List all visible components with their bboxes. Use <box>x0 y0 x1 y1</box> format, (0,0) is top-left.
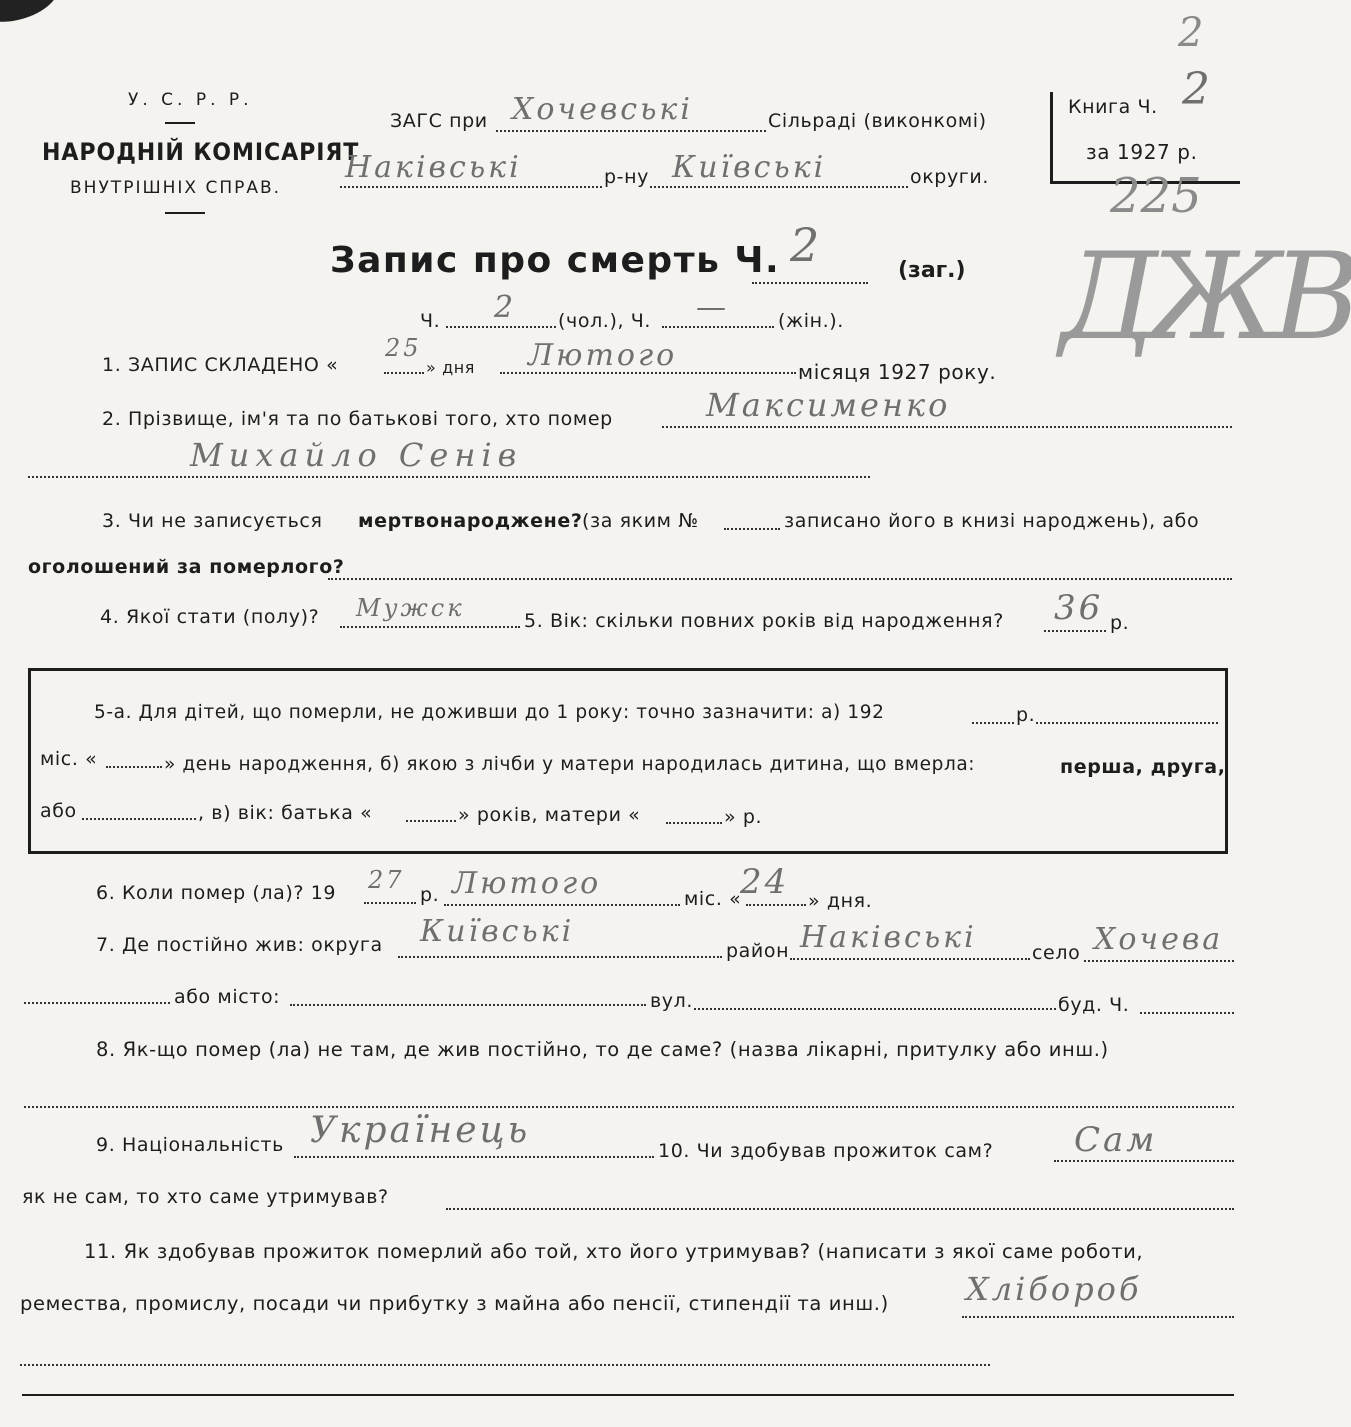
ministry-title: НАРОДНІЙ КОМІСАРІЯТ <box>42 138 360 166</box>
field-5a-month-line <box>106 766 162 768</box>
field-11-line-2 <box>20 1364 990 1366</box>
field-10-handwritten: Сам <box>1074 1120 1158 1160</box>
field-5a-line2-bold: перша, друга, <box>1060 756 1226 778</box>
field-6-year-handwritten: 27 <box>368 866 405 894</box>
title-number-line <box>752 282 868 284</box>
field-2-line-1 <box>662 426 1232 428</box>
field-1-day-line <box>384 372 424 374</box>
field-7-rayon-line <box>790 958 1030 960</box>
female-count-line <box>662 326 774 328</box>
field-6-r: р. <box>420 884 440 906</box>
field-7-rayon-handwritten: Наківські <box>800 920 977 955</box>
book-year: за 1927 р. <box>1086 140 1198 164</box>
field-6-mis: міс. « <box>684 888 742 910</box>
field-7-city-prefix-line <box>24 1002 170 1004</box>
okrug-label: округи. <box>910 166 989 188</box>
field-7-street-label: вул. <box>650 990 694 1012</box>
book-label: Книга Ч. <box>1068 96 1158 118</box>
female-count-handwritten: — <box>696 290 729 325</box>
field-2-surname-handwritten: Максименко <box>706 386 951 424</box>
field-7-okrug-line <box>398 956 722 958</box>
okrug-line <box>650 186 908 188</box>
field-11-line2: ремества, промислу, посади чи прибутку з майна або пенсії, стипендії та инш.) <box>20 1292 889 1315</box>
district-label: р-ну <box>604 166 649 188</box>
field-3-bold-a: мертвонароджене? <box>358 510 583 532</box>
field-7-house-line <box>1140 1012 1234 1014</box>
zags-village-handwritten: Хочевські <box>512 92 693 127</box>
field-5a-line3-d: » р. <box>724 806 763 828</box>
margin-mark-top: 2 <box>1178 10 1204 56</box>
field-7-city-line <box>290 1004 646 1006</box>
okrug-handwritten: Київські <box>672 150 827 185</box>
field-5a-line3-c: » років, матери « <box>458 804 641 826</box>
field-10-label: 10. Чи здобував прожиток сам? <box>658 1140 994 1162</box>
field-3-bold-b: оголошений за померлого? <box>28 556 345 578</box>
zags-village-line <box>496 130 766 132</box>
country-label: У. С. Р. Р. <box>128 90 253 110</box>
field-1-label: 1. ЗАПИС СКЛАДЕНО « <box>102 354 339 376</box>
field-1-day-handwritten: 25 <box>385 334 422 362</box>
field-5-line <box>1044 630 1106 632</box>
field-4-label: 4. Якої стати (полу)? <box>100 606 320 628</box>
field-5a-line1-end: р. <box>1016 704 1036 726</box>
field-1-end: місяця 1927 року. <box>798 360 997 384</box>
field-4-handwritten: Мужск <box>356 594 465 622</box>
title-number-handwritten: 2 <box>790 218 823 272</box>
divider <box>165 212 205 214</box>
field-7-rayon: район <box>726 940 790 962</box>
field-5-label: 5. Вік: скільки повних років від народження? <box>524 610 1004 632</box>
title-ch-label: Ч. <box>420 310 441 332</box>
field-5a-year-line <box>972 722 1014 724</box>
field-8-line <box>24 1106 1234 1108</box>
field-5-handwritten: 36 <box>1054 588 1104 628</box>
field-3-label-c: записано його в книзі народжень), або <box>784 510 1200 532</box>
field-6-end: » дня. <box>808 890 873 912</box>
field-4-line <box>340 626 520 628</box>
field-7-selo-handwritten: Хочева <box>1094 922 1224 957</box>
field-7-street-line <box>694 1008 1056 1010</box>
field-7-city-label: або місто: <box>174 986 281 1008</box>
field-11-line1: 11. Як здобував прожиток померлий або той, хто його утримував? (написати з якої саме роботи, <box>84 1240 1144 1263</box>
field-8-label: 8. Як-що помер (ла) не там, де жив постійно, то де саме? (назва лікарні, притулку або инш.) <box>96 1038 1109 1061</box>
male-count-line <box>446 326 556 328</box>
field-5a-line1: 5-а. Для дітей, що померли, не доживши до 1 року: точно зазначити: а) 192 <box>94 702 885 723</box>
field-5a-line3-b: , в) вік: батька « <box>198 802 373 824</box>
title-zag: (заг.) <box>898 258 966 283</box>
male-count-handwritten: 2 <box>494 290 517 325</box>
field-11-handwritten: Хлібороб <box>966 1270 1142 1308</box>
field-5a-line3-a: або <box>40 800 77 822</box>
zags-prefix: ЗАГС при <box>390 110 488 132</box>
field-5a-line1-trail <box>1036 722 1218 724</box>
field-5a-mother-line <box>666 822 722 824</box>
field-2-line-2 <box>28 476 870 478</box>
field-5a-line2-a: міс. « <box>40 748 98 770</box>
field-10-line2: як не сам, то хто саме утримував? <box>22 1186 389 1208</box>
male-label: (чол.), Ч. <box>558 310 652 332</box>
field-6-month-line <box>444 904 680 906</box>
field-10-line <box>1054 1160 1234 1162</box>
field-9-handwritten: Українець <box>310 1110 531 1151</box>
zags-suffix: Сільраді (виконкомі) <box>768 110 987 132</box>
book-number-handwritten: 2 <box>1182 64 1213 115</box>
field-7-selo: село <box>1032 942 1081 964</box>
margin-signature: ДЖВ <box>1060 228 1351 367</box>
field-3-line <box>328 578 1232 580</box>
scan-corner-shadow <box>0 0 65 31</box>
field-9-label: 9. Національність <box>96 1134 284 1156</box>
female-label: (жін.). <box>778 310 844 332</box>
field-3-number-line <box>724 528 780 530</box>
field-1-mid: » дня <box>426 358 476 377</box>
bottom-rule <box>22 1394 1234 1396</box>
field-7-selo-line <box>1084 960 1234 962</box>
field-6-label: 6. Коли помер (ла)? 19 <box>96 882 337 904</box>
field-1-month-handwritten: Лютого <box>528 338 678 373</box>
field-6-month-handwritten: Лютого <box>452 866 602 901</box>
field-9-line <box>294 1156 654 1158</box>
district-line <box>340 186 602 188</box>
field-6-day-line <box>746 904 806 906</box>
field-2-name-handwritten: Михайло Сенів <box>190 436 523 474</box>
field-7-okrug-handwritten: Київські <box>420 914 575 949</box>
district-handwritten: Наківські <box>345 150 522 185</box>
field-3-label-b: (за яким № <box>582 510 699 532</box>
ministry-subtitle: ВНУТРІШНІХ СПРАВ. <box>70 178 282 198</box>
field-5a-line2-b: » день народження, б) якою з лічби у матери народилась дитина, що вмерла: <box>164 754 976 775</box>
field-10-line2-line <box>446 1208 1234 1210</box>
form-title: Запис про смерть Ч. <box>330 240 781 281</box>
margin-number: 225 <box>1110 168 1202 224</box>
field-5a-order-line <box>82 818 196 820</box>
field-7-label: 7. Де постійно жив: округа <box>96 934 383 956</box>
field-5-end: р. <box>1110 612 1130 634</box>
divider <box>165 122 195 124</box>
field-6-day-handwritten: 24 <box>740 862 790 902</box>
field-7-house-label: буд. Ч. <box>1058 994 1130 1016</box>
field-3-label-a: 3. Чи не записується <box>102 510 323 532</box>
field-2-label: 2. Прізвище, ім'я та по батькові того, хто помер <box>102 408 613 430</box>
field-11-line <box>962 1316 1234 1318</box>
field-6-year-line <box>364 902 416 904</box>
field-5a-father-line <box>406 820 456 822</box>
